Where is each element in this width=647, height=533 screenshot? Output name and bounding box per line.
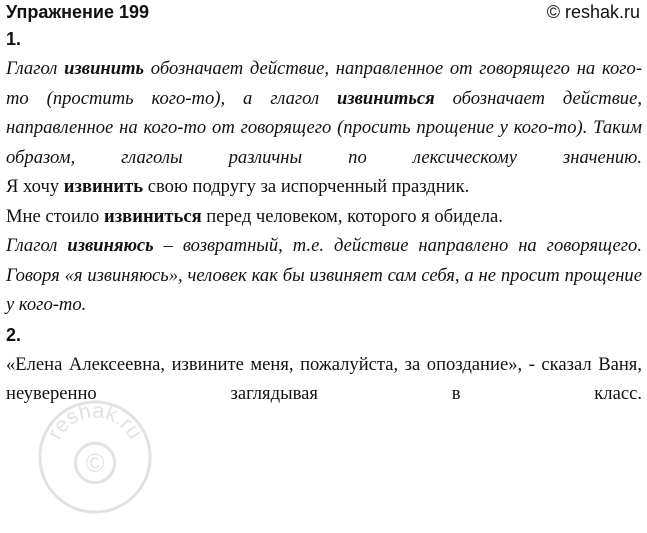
section-1-paragraph-2 [6, 172, 642, 202]
text-span: Мне стоило [6, 205, 104, 227]
page [6, 0, 642, 409]
text-span: Я хочу [6, 176, 64, 197]
exercise-title: Упражнение 199 [6, 2, 150, 22]
text-span: свою подругу за испорченный праздник. [143, 176, 470, 197]
watermark-stamp [36, 398, 154, 516]
section-2-number: 2. [6, 324, 22, 345]
text-span: – возвратный, т.е. действие направлено на говорящего. Говоря «я извиняюсь», человек как бы извиняет сам себя, а не просит прощение у кого-то. [6, 235, 643, 315]
section-1-paragraph-4 [6, 231, 642, 320]
text-span: обозначает действие, направленное от говорящего на кого-то (простить кого-то), а глагол [6, 58, 643, 109]
text-span: Глагол [6, 235, 68, 256]
text-span: обозначает действие, направленное на кого-то от говорящего (просить прощение у кого-то). Таким образом, глаголы различны по лексическому значению. [6, 87, 642, 168]
highlighted-word: извинить [64, 58, 145, 79]
page-header [6, 0, 642, 24]
highlighted-word: извинить [63, 176, 144, 197]
highlighted-word: извиняюсь [67, 235, 154, 256]
highlighted-word: извиниться [104, 205, 202, 227]
svg-text:reshak.ru: reshak.ru [41, 398, 149, 444]
highlighted-word: извиниться [336, 87, 435, 109]
copyright-label: © reshak.ru [546, 2, 640, 22]
svg-text:©: © [85, 449, 105, 478]
section-1-paragraph-3 [6, 202, 642, 232]
section-2-paragraph-1: «Елена Алексеевна, извините меня, пожалуйста, за опоздание», - сказал Ваня, неуверенно заглядывая в класс. [6, 353, 642, 404]
text-span: Глагол [6, 58, 65, 79]
section-1-number: 1. [6, 29, 22, 49]
text-span: перед человеком, которого я обидела. [201, 205, 503, 227]
section-1-paragraph-1 [6, 54, 642, 172]
